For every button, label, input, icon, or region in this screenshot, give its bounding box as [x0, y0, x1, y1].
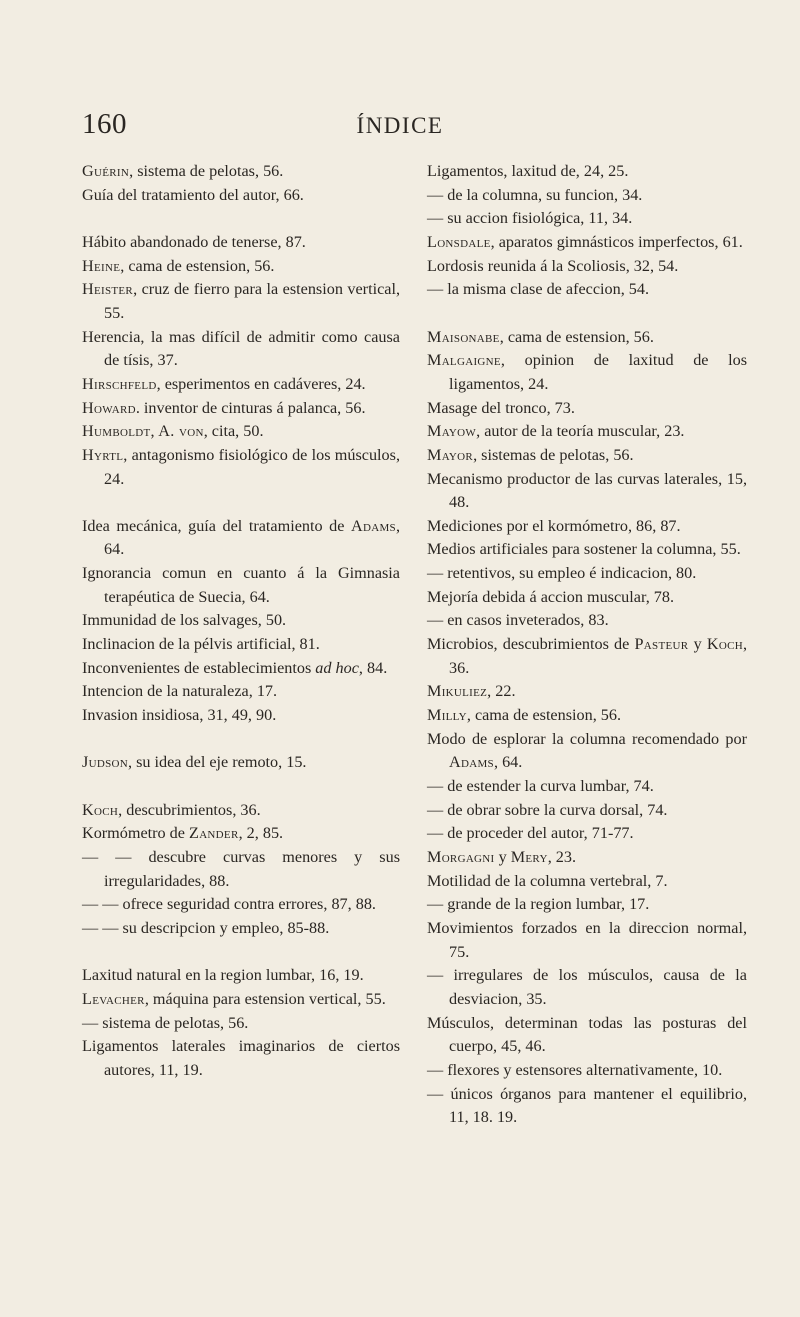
author-name: Heister [82, 280, 134, 299]
author-name: Mayor [427, 445, 474, 464]
index-entry [427, 184, 747, 208]
entry-text: , aparatos gimnásticos imperfectos, 61. [490, 232, 743, 251]
entry-text: Inclinacion de la pélvis artificial, 81. [82, 635, 320, 654]
entry-text: — la misma clase de afeccion, 54. [427, 280, 650, 299]
index-entry [427, 515, 747, 539]
author-name: Mikuliez [427, 682, 488, 701]
index-entry [82, 609, 400, 633]
entry-text: , 84. [358, 658, 388, 677]
entry-text: , 23. [547, 848, 577, 867]
entry-text: Mejoría debida á accion muscular, 78. [427, 587, 675, 606]
entry-text: Motilidad de la columna vertebral, 7. [427, 871, 668, 890]
latin-phrase: ad hoc [315, 658, 359, 677]
entry-text: — sistema de pelotas, 56. [82, 1013, 249, 1032]
index-entry [427, 444, 747, 468]
index-entry [427, 893, 747, 917]
entry-text: , máquina para estension vertical, 55. [144, 989, 386, 1008]
entry-text: Mediciones por el kormómetro, 86, 87. [427, 516, 681, 535]
index-entry [427, 160, 747, 184]
author-name: Koch [706, 635, 743, 654]
index-entry [82, 1012, 400, 1036]
entry-text: , descubrimientos, 36. [118, 800, 261, 819]
index-entry [427, 397, 747, 421]
entry-text: , sistema de pelotas, 56. [129, 162, 284, 180]
index-entry [427, 633, 747, 680]
index-entry [427, 349, 747, 396]
index-entry [427, 704, 747, 728]
index-column-right [427, 160, 747, 1130]
index-entry [427, 680, 747, 704]
index-entry [427, 846, 747, 870]
index-entry [82, 917, 400, 941]
entry-text: , esperimentos en cadáveres, 24. [156, 374, 366, 393]
index-entry [427, 728, 747, 775]
author-name: Howard [82, 398, 136, 417]
entry-text: Medios artificiales para sostener la columna, 55. [427, 540, 741, 559]
entry-text: Intencion de la naturaleza, 17. [82, 682, 278, 701]
index-entry [82, 633, 400, 657]
entry-text: , 2, 85. [238, 824, 284, 843]
entry-text: — de la columna, su funcion, 34. [427, 185, 643, 204]
entry-text: Modo de esplorar la columna recomendado por [427, 729, 747, 748]
author-name: Mery [510, 848, 548, 867]
entry-text: , 36. [449, 635, 748, 677]
index-entry [82, 231, 400, 255]
entry-text: , sistemas de pelotas, 56. [473, 445, 634, 464]
index-entry [82, 278, 400, 325]
index-entry [82, 515, 400, 562]
index-entry [82, 799, 400, 823]
index-entry [82, 680, 400, 704]
entry-text: Microbios, descubrimientos de [427, 635, 635, 654]
entry-text: , cama de estension, 56. [120, 256, 275, 275]
author-name: Adams [449, 753, 494, 772]
entry-text: Inconvenientes de establecimientos [82, 658, 316, 677]
index-entry [427, 586, 747, 610]
index-entry [82, 326, 400, 373]
entry-text: Kormómetro de [82, 824, 189, 843]
index-entry [82, 373, 400, 397]
entry-text: , opinion de laxitud de los ligamentos, 24. [449, 351, 747, 393]
index-entry [427, 822, 747, 846]
entry-text: — únicos órganos para mantener el equilibrio, 11, 18. 19. [427, 1084, 747, 1127]
author-name: Milly [427, 706, 467, 725]
index-entry [82, 444, 400, 491]
entry-text: Immunidad de los salvages, 50. [82, 611, 287, 630]
entry-text: Guía del tratamiento del autor, 66. [82, 185, 304, 204]
entry-text: Hábito abandonado de tenerse, 87. [82, 232, 306, 251]
index-entry [82, 184, 400, 208]
entry-text: — grande de la region lumbar, 17. [427, 895, 650, 914]
entry-text: — — ofrece seguridad contra errores, 87, 88. [82, 895, 376, 914]
entry-text: Ligamentos laterales imaginarios de ciertos autores, 11, 19. [82, 1037, 400, 1079]
index-entry [427, 1012, 747, 1059]
author-name: Judson [82, 753, 128, 772]
author-name: Lonsdale [427, 232, 491, 251]
entry-text: — de proceder del autor, 71-77. [427, 824, 634, 843]
index-entry [427, 255, 747, 279]
entry-text: y [688, 635, 707, 654]
entry-text: — — su descripcion y empleo, 85-88. [82, 918, 330, 937]
author-name: Zander [189, 824, 239, 843]
entry-text: , autor de la teoría muscular, 23. [476, 422, 685, 441]
entry-text: — en casos inveterados, 83. [427, 611, 609, 630]
index-entry [427, 538, 747, 562]
entry-text: y [494, 848, 511, 867]
section-gap [82, 775, 400, 799]
section-gap [82, 728, 400, 752]
author-name: Humboldt, A. von [82, 422, 204, 441]
entry-text: Movimientos forzados en la direccion normal, 75. [427, 918, 747, 961]
index-entry [82, 822, 400, 846]
entry-text: Herencia, la mas difícil de admitir como causa de tísis, 37. [82, 327, 400, 370]
author-name: Heine [82, 256, 121, 275]
index-entry [427, 326, 747, 350]
entry-text: Lordosis reunida á la Scoliosis, 32, 54. [427, 256, 679, 275]
entry-text: Invasion insidiosa, 31, 49, 90. [82, 706, 277, 725]
page-header [0, 108, 800, 152]
author-name: Morgagni [427, 848, 495, 867]
index-entry [427, 964, 747, 1011]
author-name: Koch [82, 800, 119, 819]
index-entry [427, 468, 747, 515]
index-entry [82, 657, 400, 681]
author-name: Maisonabe [427, 327, 500, 346]
index-entry [82, 988, 400, 1012]
section-gap [82, 491, 400, 515]
index-entry [427, 207, 747, 231]
entry-text: , cruz de fierro para la estension vertical, 55. [104, 280, 400, 322]
entry-text: . inventor de cinturas á palanca, 56. [135, 398, 366, 417]
page-title: ÍNDICE [356, 113, 444, 138]
section-gap [427, 302, 747, 326]
author-name: Malgaigne [427, 351, 501, 370]
index-entry [82, 751, 400, 775]
page-number: 160 [82, 108, 127, 140]
index-entry [427, 1083, 747, 1130]
author-name: Hirschfeld [82, 374, 157, 393]
index-entry [82, 1035, 400, 1082]
entry-text: — su accion fisiológica, 11, 34. [427, 209, 633, 228]
section-gap [82, 207, 400, 231]
entry-text: Idea mecánica, guía del tratamiento de [82, 516, 351, 535]
index-entry [82, 397, 400, 421]
index-entry [82, 704, 400, 728]
index-entry [82, 964, 400, 988]
index-entry [427, 562, 747, 586]
index-column-left [82, 160, 400, 1083]
index-entry [82, 562, 400, 609]
index-entry [427, 799, 747, 823]
author-name: Pasteur [634, 635, 689, 654]
index-entry [82, 846, 400, 893]
entry-text: , 64. [493, 753, 523, 772]
entry-text: Mecanismo productor de las curvas laterales, 15, 48. [427, 469, 747, 512]
entry-text: Laxitud natural en la region lumbar, 16, 19. [82, 966, 364, 985]
entry-text: — flexores y estensores alternativamente, 10. [427, 1060, 723, 1079]
author-name: Adams [350, 516, 396, 535]
index-entry [427, 870, 747, 894]
entry-text: Ignorancia comun en cuanto á la Gimnasia terapéutica de Suecia, 64. [82, 564, 400, 606]
entry-text: — de obrar sobre la curva dorsal, 74. [427, 800, 668, 819]
index-entry [427, 231, 747, 255]
entry-text: Masage del tronco, 73. [427, 398, 575, 417]
index-entry [427, 420, 747, 444]
entry-text: — de estender la curva lumbar, 74. [427, 777, 654, 796]
entry-text: , antagonismo fisiológico de los músculos, 24. [104, 445, 400, 488]
entry-text: — irregulares de los músculos, causa de la desviacion, 35. [427, 966, 747, 1008]
entry-text: , su idea del eje remoto, 15. [128, 753, 307, 772]
author-name: Hyrtl [82, 445, 124, 464]
index-entry [427, 278, 747, 302]
index-entry [427, 917, 747, 964]
entry-text: , cama de estension, 56. [499, 327, 654, 346]
index-entry [427, 609, 747, 633]
author-name: Levacher [82, 989, 145, 1008]
entry-text: — retentivos, su empleo é indicacion, 80. [427, 564, 697, 583]
index-entry [427, 1059, 747, 1083]
entry-text: Ligamentos, laxitud de, 24, 25. [427, 162, 629, 180]
entry-text: Músculos, determinan todas las posturas del cuerpo, 45, 46. [427, 1013, 747, 1056]
entry-text: , cita, 50. [203, 422, 264, 441]
index-entry [82, 255, 400, 279]
index-entry [427, 775, 747, 799]
index-entry [82, 893, 400, 917]
section-gap [82, 941, 400, 965]
entry-text: , 64. [104, 516, 400, 559]
entry-text: , cama de estension, 56. [466, 706, 622, 725]
index-entry [82, 420, 400, 444]
author-name: Guérin [82, 162, 130, 180]
index-entry [82, 160, 400, 184]
entry-text: , 22. [487, 682, 516, 701]
author-name: Mayow [427, 422, 477, 441]
entry-text: — — descubre curvas menores y sus irregularidades, 88. [82, 847, 400, 890]
